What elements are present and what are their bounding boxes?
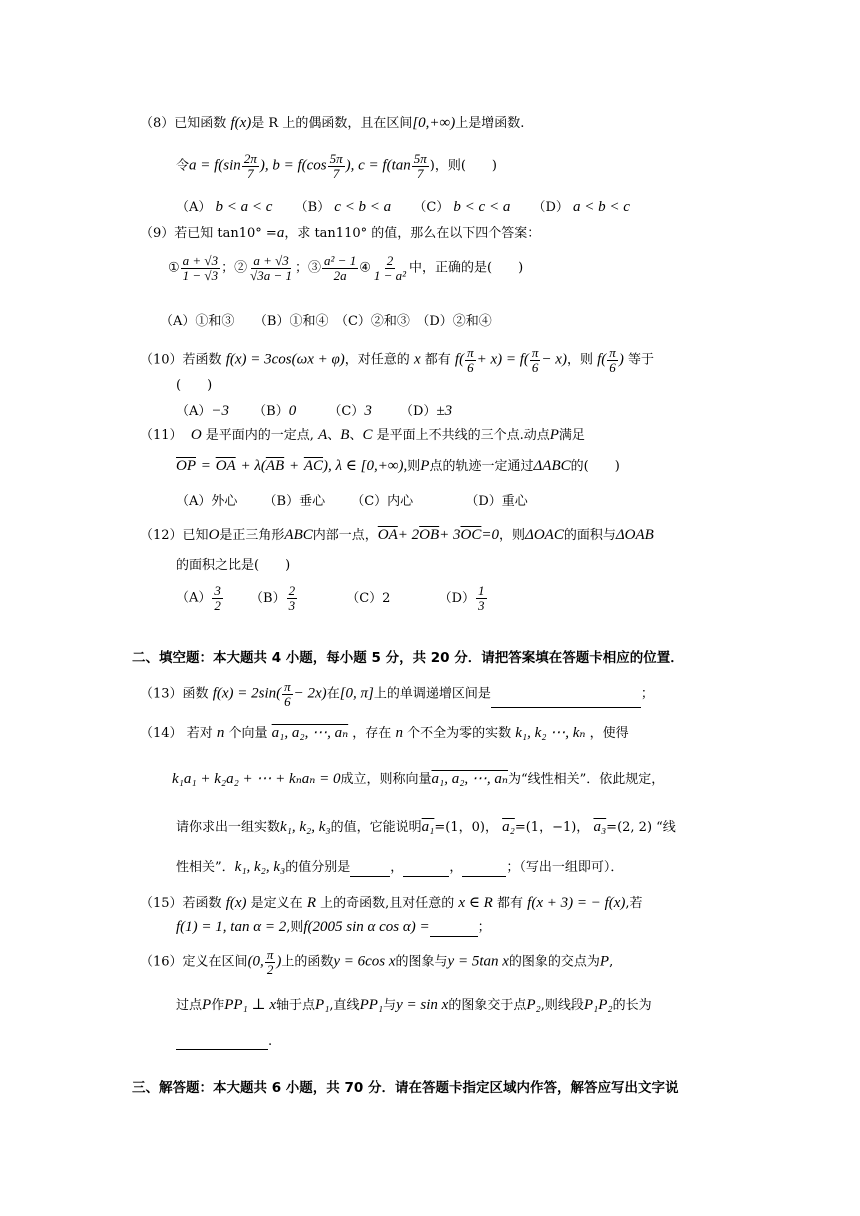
q12-oab: ΔOAB [615,527,654,543]
frac-num: 2π [243,151,257,166]
q16-text: 的图象与 [395,954,448,970]
option-label: （C）2 [346,590,391,606]
q8-frac-a [242,152,259,180]
q14-line1 [140,724,629,743]
q9-text: ，求 tan110° 的值，那么在以下四个答案： [284,226,541,241]
q16-y2: y = 5tan x [447,953,509,970]
option-label: （C） [413,200,450,215]
q9-text: 中，正确的是( ) [409,260,524,276]
q16-text: ,则线段 [540,998,584,1013]
q10-text: 都有 [424,352,451,368]
q14-text: 请你求出一组实数 [176,820,281,835]
q9-options: （A）①和③ （B）①和④ （C）②和③ （D）②和④ [160,314,492,329]
q11-expr: + [288,458,300,474]
q9-frac-2 [248,254,294,282]
q13-number: （13） [140,686,183,702]
q14-text: 若对 [186,726,213,741]
q8-frac-b [328,152,345,180]
option: （D）重心 [465,494,528,509]
q8-line1 [140,114,524,133]
frac-den: 3 [288,597,296,613]
q16-line1 [140,948,613,976]
frac-den: 7 [332,165,340,181]
frac-den: 3 [478,597,485,613]
q16-interval: ) [276,953,282,970]
q9-number: （9） [140,226,175,241]
frac-num: 1 [478,583,485,598]
q8-fx: f(x) [230,115,252,131]
q16-pp1: PP₁ [359,997,384,1013]
q15-text: ,若 [625,896,643,911]
vector-a1: a₁ [421,819,435,835]
q12-text: ，则 [499,528,526,543]
q16-text: 的图象交于点 [448,998,527,1013]
q16-p1: P₁ [315,997,330,1013]
answer-blank [403,862,449,877]
q16-line2 [176,996,652,1015]
frac-num: π [284,679,291,694]
option-value: a < b < c [573,199,630,215]
separator: ， [390,860,404,875]
section-2-heading: 二、填空题：本大题共 4 小题，每小题 5 分，共 20 分．请把答案填在答题卡相应的位置． [132,650,684,666]
q15-equation: f(x + 3) = − f(x) [527,895,626,911]
q12-number: （12） [140,528,183,543]
option-value: 0 [288,403,297,419]
frac-den: 6 [531,359,539,375]
answer-blank [462,862,506,877]
q10-number: （10） [140,352,183,368]
q16-text: 过点 [176,998,203,1013]
q16-pp1: PP₁ ⊥ x [224,997,277,1013]
q8-text: 已知函数 [174,116,227,131]
q11-B: B [340,427,350,443]
q14-equation: k₁a₁ + k₂a₂ + ⋯ + kₙaₙ = 0 [172,771,341,787]
option-label: （D） [532,200,569,215]
q11-expr: = [200,458,211,474]
q16-text: ,直线 [329,998,360,1013]
q14-text: ；（写出一组即可）． [506,860,624,875]
frac-num: π [467,345,474,360]
q14-text: 为“线性相关”．依此规定， [508,772,665,787]
q12-O: O [208,527,220,543]
q14-text: “线 [656,820,676,835]
q16-y1: y = 6cos x [333,953,396,970]
q13-interval: [0, π] [339,685,374,702]
q10-frac [607,346,618,374]
q14-line2 [172,770,664,789]
option-label: （A） [176,404,212,419]
frac-den: √3a − 1 [250,267,293,283]
option-label: （B） [253,404,289,419]
q9-frac-4 [372,254,408,282]
q10-expr: + x) = f( [476,351,529,368]
q13-frac [282,680,293,708]
q14-text: ，使得 [589,726,629,741]
vector-a2: a₂ [502,819,515,835]
section-3-heading: 三、解答题：本大题共 6 小题，共 70 分．请在答题卡指定区域内作答，解答应写出文字说 [132,1080,679,1096]
q15-line2 [176,918,491,937]
q10-frac [465,346,476,374]
vector-AC: $\overline{AC}$ [303,458,324,474]
frac-num: 2 [386,253,394,268]
option-label: （D） [438,590,476,606]
q13-function: f(x) = 2sin( [212,685,282,702]
q9-frac-1 [181,254,220,282]
frac-den: 6 [609,359,616,375]
vector-OC: $\overline{OC}$ [460,527,482,543]
q10-function: f(x) = 3cos(ωx + φ) [225,351,345,368]
q10-expr: ) [618,351,624,368]
q10-text: ，则 [566,352,593,368]
q14-text: 成立，则称向量 [340,772,432,787]
q15-expr: f(2005 sin α cos α) = [303,919,430,935]
q8-a: a = f(sin [189,157,241,174]
q13-text: 在 [326,686,340,702]
q14-text: 个不全为零的实数 [407,726,512,741]
q16-text: 的长为 [612,998,652,1013]
q16-P: P [599,953,610,970]
q16-p1p2: P₁P₂ [583,997,613,1013]
q11-P: P [549,427,559,443]
q11-C: C [362,427,373,443]
q11-triangle: ΔABC [533,458,571,474]
q12-frac-B [287,584,298,612]
q14-text: 个向量 [228,726,268,741]
q14-text: ，存在 [352,726,392,741]
vector-OB: $\overline{OB}$ [419,527,440,543]
q15-text: 若函数 [182,896,222,911]
q13-text: ； [640,686,654,702]
q9-a: a [276,225,285,241]
q16-y3: y = sin x [396,997,449,1013]
q8-text: 上是增函数. [455,116,525,131]
frac-num: π [266,947,274,962]
q12-expr: + 2 [397,527,420,543]
option-value: b < c < a [453,199,511,215]
q14-text: 性相关”． [176,860,235,875]
q16-line3 [176,1034,272,1050]
q16-frac [265,948,276,976]
q13-text: 上的单调递增区间是 [373,686,491,702]
q12-text: 的面积与 [563,528,616,543]
q14-n: n [395,725,403,741]
separator: ④ [359,260,371,276]
q14-k: k₁, k₂ ⋯, kₙ [515,725,586,741]
q11-A: A [318,427,328,443]
q12-text: 已知 [182,528,209,543]
option-value: −3 [211,403,230,419]
q12-line2: 的面积之比是( ) [176,558,291,573]
q15-line1 [140,894,643,913]
option-label: （B） [250,590,286,606]
option: （A）外心 [176,494,238,509]
q12-text: 是正三角形 [219,528,285,543]
q15-R: R [306,895,316,911]
q9-text: 若已知 tan10° = [174,226,277,241]
q11-options [176,494,528,510]
q12-line1 [140,526,654,545]
q11-text: 满足 [558,428,585,443]
q14-text: 的值分别是 [285,860,351,875]
frac-num: π [531,345,539,360]
q8-interval: [0,+∞) [412,115,456,131]
q10-expr: f( [454,351,465,368]
q8-c: ), c = f(tan [345,157,411,174]
q10-paren: ( ) [176,378,213,393]
q8-options [176,198,630,217]
q11-text: 则 [407,459,421,474]
frac-num: 5π [413,151,427,166]
q16-text: 上的函数 [281,954,334,970]
q16-text: 的图象的交点为 [508,954,600,970]
frac-den: 6 [284,693,291,709]
q12-frac-A [212,584,223,612]
q11-number: （11） [140,428,183,443]
frac-num: 2 [288,583,296,598]
frac-num: π [609,345,616,360]
vector-value: =(1，−1)， [514,820,590,835]
q12-oac: ΔOAC [525,527,564,543]
q16-P: P [202,997,212,1013]
q11-expr: + λ( [240,458,266,474]
option-value: b < a < c [215,199,273,215]
q15-f: f(x) [225,895,247,911]
answer-blank [176,1035,268,1050]
q16-text: 轴于点 [276,998,316,1013]
option-label: （C） [328,404,365,419]
vector-a3: a₃ [593,819,607,835]
q13-function: − 2x) [293,685,327,702]
q11-expr: ), λ ∈ [0,+∞), [323,458,408,474]
vector-OA: $\overline{OA}$ [377,527,398,543]
q12-options [176,584,488,612]
option-label: （B） [294,200,331,215]
q13-line [140,680,654,708]
frac-num: a + √3 [182,253,219,268]
q10-expr: f( [597,351,607,368]
q11-text: 点的轨迹一定通过 [429,459,534,474]
vector-value: =(1，0)， [434,820,498,835]
vector-OP: $\overline{OP}$ [176,458,196,474]
q16-text: , [609,954,614,970]
q15-text: ,则 [286,920,304,935]
q8-text: 是 R 上的偶函数，且在区间 [251,116,413,131]
frac-den: 1 − √3 [182,267,219,283]
q10-line1 [140,346,654,374]
q14-vectors: a₁, a₂, ⋯, aₙ [271,725,349,741]
q16-interval: (0, [247,953,264,970]
option-value: 3 [364,403,372,419]
frac-den: 2a [333,267,347,283]
answer-blank [430,922,478,937]
q14-vectors: a₁, a₂, ⋯, aₙ [431,771,509,787]
q15-condition: f(1) = 1, tan α = 2 [176,919,287,935]
q12-expr: + 3 [439,527,461,543]
q14-n: n [216,725,225,741]
q12-frac-D [476,584,487,612]
q10-x: x [413,351,421,368]
frac-den: 2 [214,597,221,613]
q15-number: （15） [140,896,183,911]
q11-text: 是平面上不共线的三个点.动点 [376,428,550,443]
q12-text: 内部一点， [312,528,378,543]
q10-text: ，对任意的 [344,352,410,368]
frac-den: 6 [467,359,474,375]
q14-k3: k₁, k₂, k₃ [280,819,331,835]
q11-P: P [420,458,430,474]
q11-line2 [176,456,620,476]
frac-den: 7 [416,165,424,181]
q16-text: 定义在区间 [182,954,248,970]
q8-frac-c [412,152,429,180]
option-label: （D） [399,404,437,419]
option: （B）垂心 [263,494,326,509]
q14-line4 [176,858,623,877]
q16-number: （16） [140,954,183,970]
q14-k3: k₁, k₂, k₃ [234,859,286,875]
q15-text: 是定义在 [250,896,303,911]
q16-text: . [268,1034,273,1049]
q9-line1 [140,224,540,243]
q10-expr: − x) [541,351,567,368]
frac-num: 5π [329,151,343,166]
zero-vector: 0 [491,527,499,543]
option-value: c < b < a [334,199,392,215]
circled-1: ① [168,260,180,276]
vector-value: =(2, 2) [606,820,653,835]
option-label: （A） [176,590,212,606]
option-value: ±3 [436,403,453,419]
option-label: （A） [176,200,212,215]
q15-text: 上的奇函数,且对任意的 [320,896,455,911]
answer-blank [491,693,641,708]
vector-AB: $\overline{AB}$ [265,458,285,474]
frac-den: 1 − a² [373,267,407,283]
q11-O: O [190,427,202,443]
q16-text: 作 [211,998,225,1013]
frac-num: a + √3 [253,253,289,268]
q15-text: ； [477,920,491,935]
separator: ， [449,860,463,875]
separator: ；③ [295,260,322,276]
q8-b: ), b = f(cos [259,157,327,174]
answer-blank [350,862,390,877]
q10-text: 若函数 [182,352,222,368]
option: （C）内心 [351,494,414,509]
q8-text: 令 [176,158,190,174]
q15-x-in-r: x ∈ R [458,895,493,911]
q16-p2: P₂ [526,997,541,1013]
separator: ；② [221,260,248,276]
q8-text: )，则( ) [429,158,497,174]
vector-OA: $\overline{OA}$ [215,458,236,474]
frac-den: 2 [266,961,274,977]
q8-number: （8） [140,116,175,131]
q11-text: 的( ) [570,459,620,474]
frac-num: 3 [214,583,221,598]
q12-expr: = [481,527,492,543]
q14-number: （14） [140,726,183,741]
q9-frac-3 [322,254,358,282]
q14-line3 [176,818,676,837]
q11-text: 是平面内的一定点, [205,428,314,443]
q10-options [176,402,452,421]
q12-abc: ABC [284,527,313,543]
q11-line1: （11） O 是平面内的一定点, A、B、C 是平面上不共线的三个点.动点P满足 [140,427,585,443]
q10-frac [530,346,541,374]
q13-text: 函数 [182,686,209,702]
q10-text: 等于 [627,352,654,368]
q8-line2 [176,152,497,180]
q9-answers [168,254,523,282]
frac-num: a² − 1 [324,253,357,268]
q16-text: 与 [383,998,397,1013]
q15-text: 都有 [497,896,524,911]
q14-text: 的值，它能说明 [330,820,422,835]
frac-den: 7 [247,165,254,181]
